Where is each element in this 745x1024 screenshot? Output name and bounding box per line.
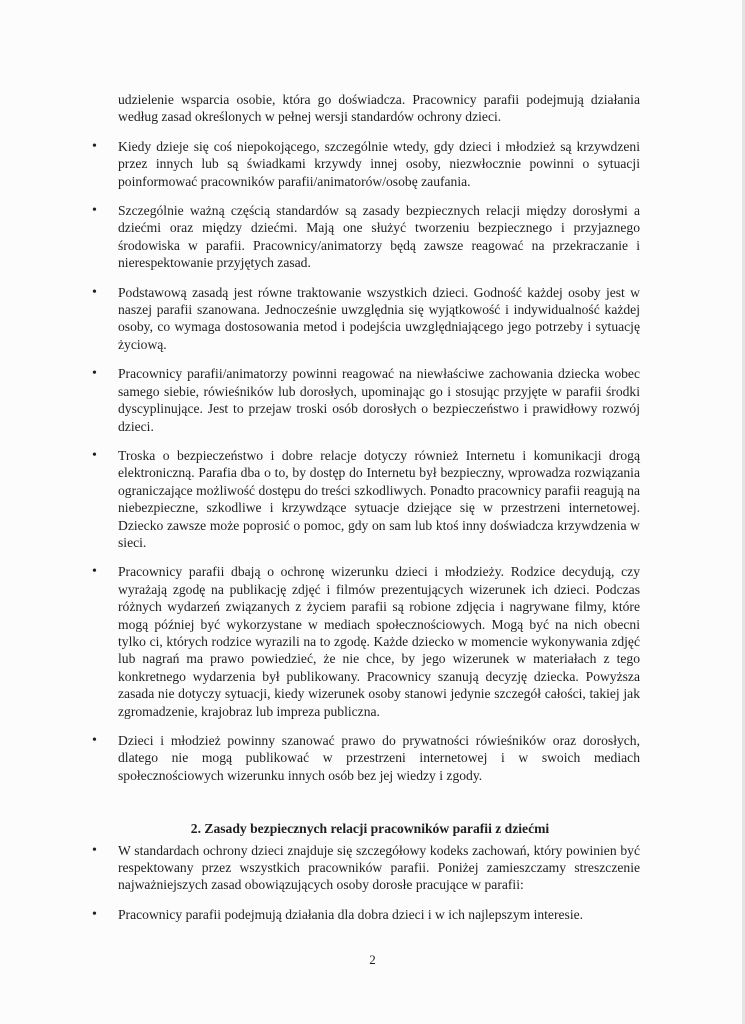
list-item [90, 365, 640, 435]
page-content [90, 91, 640, 935]
bullet-icon: • [92, 733, 97, 748]
bullet-icon: • [92, 564, 97, 580]
list-item [90, 284, 640, 354]
list-item-text: Dzieci i młodzież powinny szanować prawo do prywatności rówieśników oraz dorosłych, dlatego nie mogą publikować w przestrzeni internetowej i w swoich mediach społecznościowych wizerunku innych osób bez jej wiedzy i zgody. [118, 733, 640, 783]
list-item [90, 563, 640, 720]
bullet-icon: • [92, 138, 97, 154]
list-item-text: W standardach ochrony dzieci znajduje się szczegółowy kodeks zachowań, który powinien być respektowany przez wszystkich pracowników parafii. Poniżej zamieszczamy streszczenie najważniejszych zasad obowiązujących osoby dorosłe pracujące w parafii: [118, 842, 640, 893]
page-number: 2 [369, 952, 376, 967]
bullet-icon: • [92, 284, 97, 300]
bullet-list [90, 138, 640, 784]
list-item [90, 202, 640, 272]
list-item-text: Pracownicy parafii dbają o ochronę wizerunku dzieci i młodzieży. Rodzice decydują, czy wyrażają zgodę na publikację zdjęć i filmów prezentujących wizerunek ich dzieci. Podczas różnych wydarzeń związanych z życiem parafii są robione zdjęcia i nagrywane filmy, które mogą później być wykorzystane w mediach społecznościowych. Mogą być na nich obecni tylko ci, których rodzice wyrazili na to zgodę. Każde dziecko w momencie wykonywania zdjęć lub nagrań ma prawo powiedzieć, że nie chce, by jego wizerunek w materiałach z tego konkretnego wydarzenia był publikowany. Pracownicy szanują decyzję dziecka. Powyższa zasada nie dotyczy sytuacji, kiedy wizerunek osoby stanowi jedynie szczegół całości, takiej jak zgromadzenie, krajobraz lub impreza publiczna. [118, 564, 640, 719]
section-heading: 2. Zasady bezpiecznych relacji pracowników parafii z dziećmi [190, 821, 550, 837]
intro-paragraph: udzielenie wsparcia osobie, która go doświadcza. Pracownicy parafii podejmują działania według zasad określonych w pełnej wersji standardów ochrony dzieci. [118, 92, 640, 125]
bullet-icon: • [92, 842, 97, 858]
list-item [90, 842, 640, 894]
list-item [90, 447, 640, 551]
list-item [90, 906, 640, 923]
list-item-text: Szczególnie ważną częścią standardów są zasady bezpiecznych relacji między dorosłymi a dziećmi oraz między dziećmi. Mają one służyć tworzeniu bezpiecznego i przyjaznego środowiska w parafii. Pracownicy/animatorzy będą zawsze reagować na przekraczanie i nierespektowanie przyjętych zasad. [118, 203, 640, 271]
bullet-icon: • [92, 447, 97, 463]
list-item [90, 732, 640, 784]
bullet-icon: • [92, 906, 97, 922]
list-item-text: Pracownicy parafii podejmują działania dla dobra dzieci i w ich najlepszym interesie. [118, 906, 584, 922]
list-item-text: Troska o bezpieczeństwo i dobre relacje dotyczy również Internetu i komunikacji drogą elektroniczną. Parafia dba o to, by dostęp do Internetu był bezpieczny, wprowadza rozwiązania ograniczające możliwość dostępu do treści szkodliwych. Ponadto pracownicy parafii reagują na niebezpieczne, szkodliwe i krzywdzące sytuacje dziejące się w przestrzeni internetowej. Dziecko zawsze może poprosić o pomoc, gdy on sam lub ktoś inny doświadcza krzywdzenia w sieci. [118, 447, 640, 550]
bullet-icon: • [92, 366, 97, 382]
bullet-icon: • [92, 203, 97, 219]
list-item-text: Podstawową zasadą jest równe traktowanie wszystkich dzieci. Godność każdej osoby jest w naszej parafii szanowana. Jednocześnie uwzględnia się wyjątkowość i indywidualność każdej osoby, co wymaga dostosowania metod i podejścia uwzględniającego jego potrzeby i sytuację życiową. [118, 284, 640, 352]
list-item [90, 138, 640, 190]
list-item-text: Kiedy dzieje się coś niepokojącego, szczególnie wtedy, gdy dzieci i młodzież są krzywdzeni przez innych lub są świadkami krzywdy innej osoby, niezwłocznie powinni o sytuacji poinformować pracowników parafii/animatorów/osobę zaufania. [118, 138, 640, 189]
list-item-text: Pracownicy parafii/animatorzy powinni reagować na niewłaściwe zachowania dziecka wobec samego siebie, rówieśników lub dorosłych, upominając go i stosując przyjęte w parafii środki dyscyplinujące. Jest to przejaw troski osób dorosłych o bezpieczeństwo i prawidłowy rozwój dzieci. [118, 366, 640, 434]
section-bullet-list [90, 842, 640, 924]
